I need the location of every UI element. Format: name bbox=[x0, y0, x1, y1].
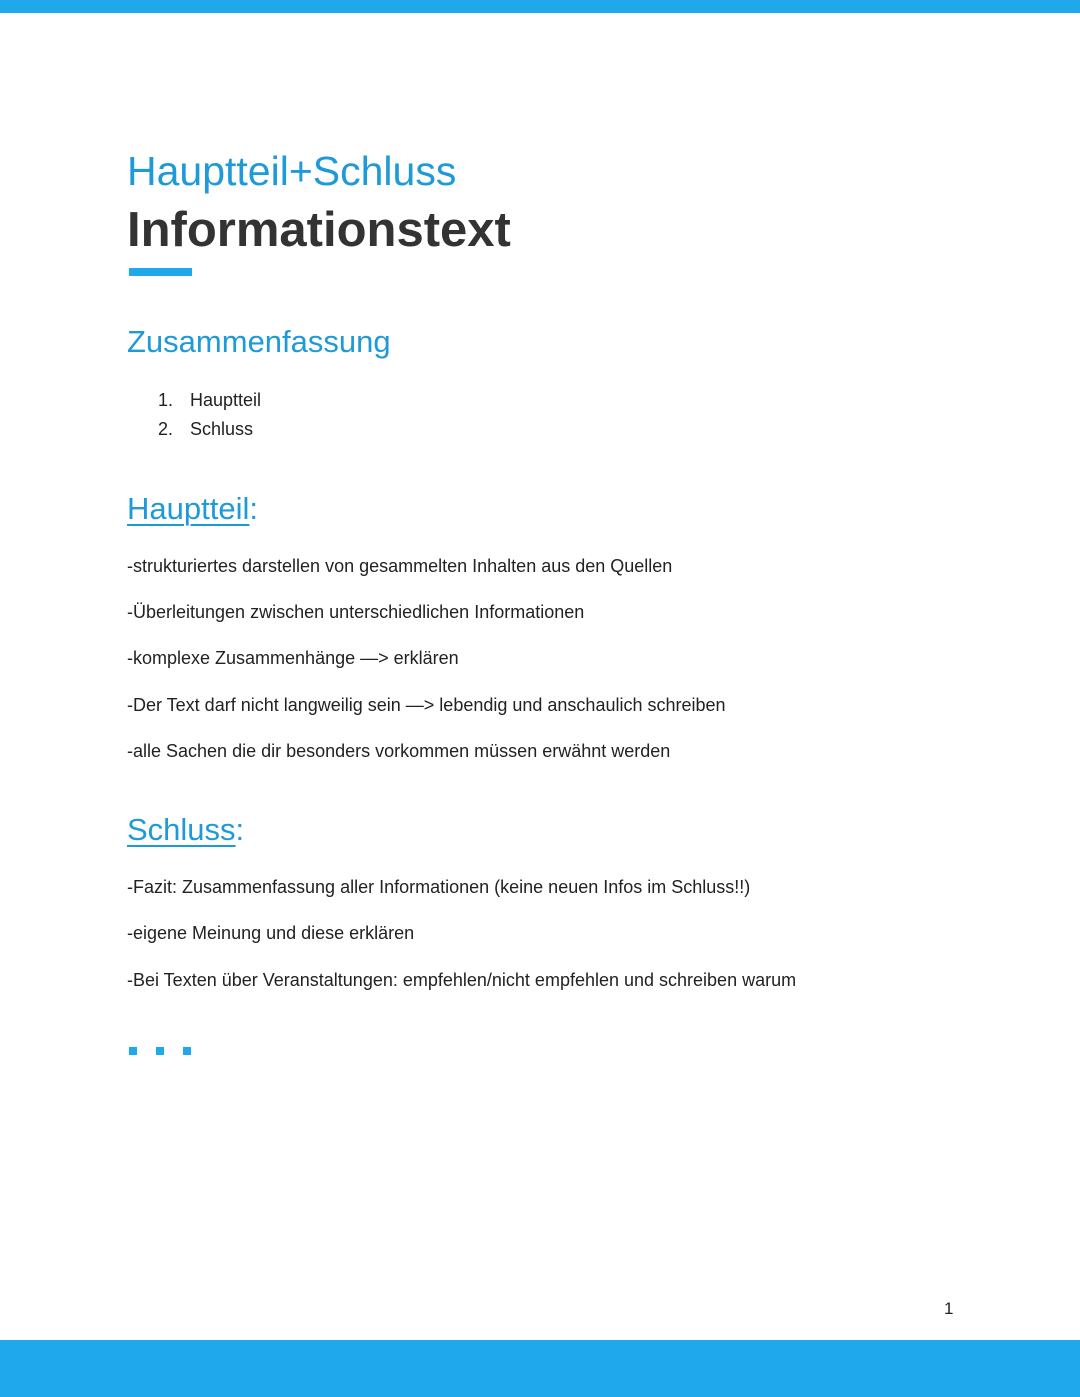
summary-item-number: 1. bbox=[158, 390, 174, 410]
dot-icon bbox=[183, 1047, 191, 1055]
document-title: Informationstext bbox=[127, 203, 511, 257]
schluss-heading bbox=[127, 809, 244, 851]
hauptteil-point: -strukturiertes darstellen von gesammelten Inhalten aus den Quellen bbox=[127, 556, 673, 576]
schluss-point: -Bei Texten über Veranstaltungen: empfehlen/nicht empfehlen und schreiben warum bbox=[127, 970, 797, 990]
bottom-accent-bar bbox=[0, 1340, 1080, 1397]
ellipsis-dots bbox=[129, 1047, 191, 1055]
schluss-heading-text: Schluss bbox=[127, 812, 236, 847]
hauptteil-point: -alle Sachen die dir besonders vorkommen müssen erwähnt werden bbox=[127, 741, 671, 761]
hauptteil-heading bbox=[127, 488, 258, 530]
summary-item-schluss bbox=[158, 415, 261, 444]
schluss-heading-colon: : bbox=[235, 812, 245, 847]
hauptteil-point: -komplexe Zusammenhänge —> erklären bbox=[127, 648, 459, 668]
summary-item-label: Schluss bbox=[190, 419, 254, 439]
summary-item-label: Hauptteil bbox=[190, 390, 262, 410]
document-subtitle: Hauptteil+Schluss bbox=[127, 148, 457, 194]
hauptteil-heading-text: Hauptteil bbox=[127, 491, 250, 526]
summary-heading: Zusammenfassung bbox=[127, 324, 391, 359]
page-number: 1 bbox=[944, 1299, 954, 1318]
title-accent-line bbox=[129, 268, 192, 276]
dot-icon bbox=[156, 1047, 164, 1055]
dot-icon bbox=[129, 1047, 137, 1055]
summary-list bbox=[158, 386, 261, 444]
summary-item-number: 2. bbox=[158, 419, 174, 439]
top-accent-bar bbox=[0, 0, 1080, 13]
hauptteil-point: -Überleitungen zwischen unterschiedlichen Informationen bbox=[127, 602, 585, 622]
schluss-point: -Fazit: Zusammenfassung aller Informationen (keine neuen Infos im Schluss!!) bbox=[127, 877, 751, 897]
hauptteil-point: -Der Text darf nicht langweilig sein —> lebendig und anschaulich schreiben bbox=[127, 695, 726, 715]
schluss-point: -eigene Meinung und diese erklären bbox=[127, 923, 415, 943]
hauptteil-heading-colon: : bbox=[249, 491, 258, 526]
summary-item-hauptteil bbox=[158, 386, 261, 415]
